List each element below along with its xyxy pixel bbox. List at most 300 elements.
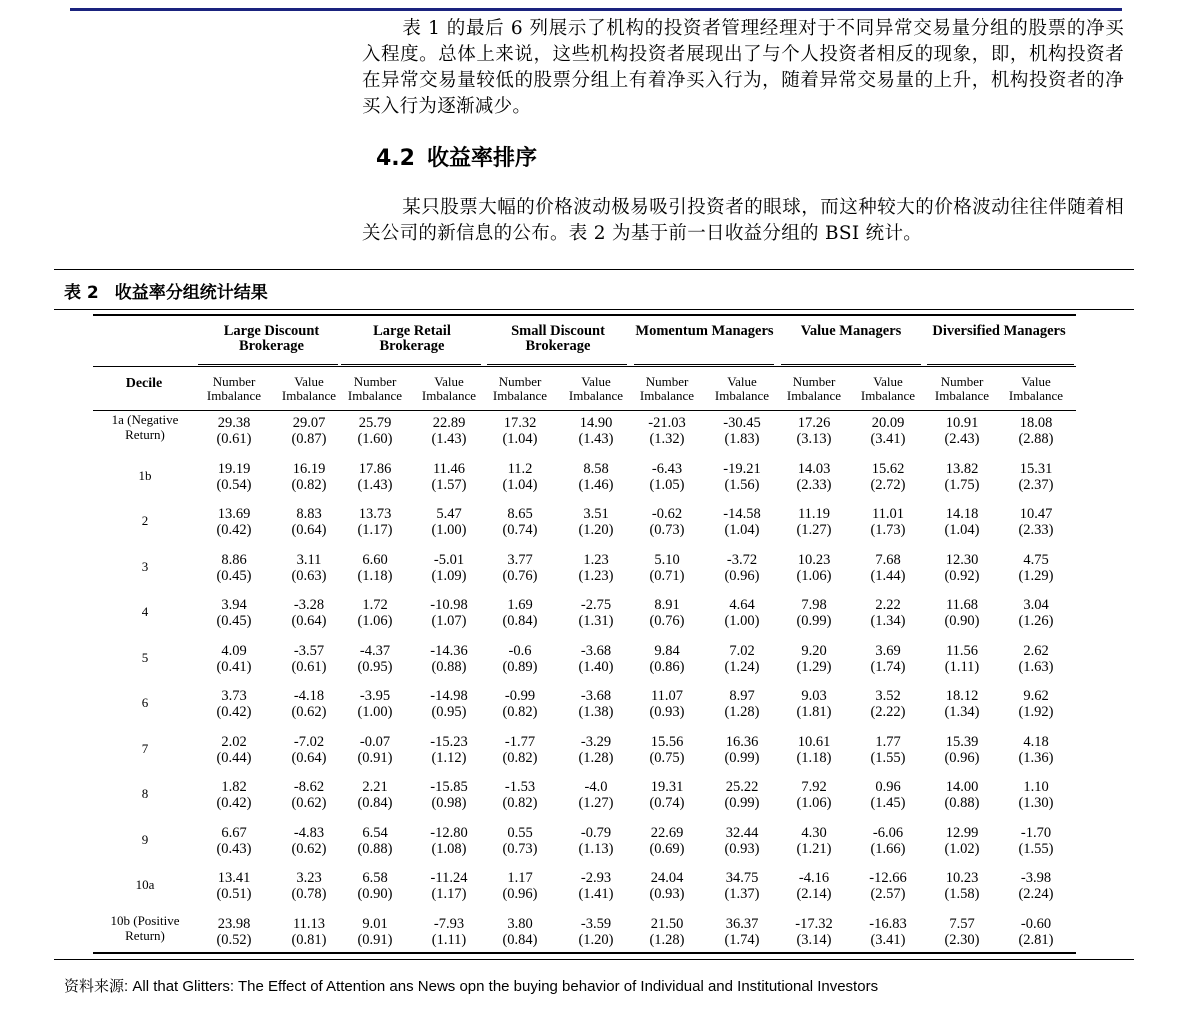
cell-std-error: (0.51) (216, 886, 252, 902)
table-cell (927, 688, 997, 720)
table-row (93, 778, 1076, 824)
cell-value: 11.07 (650, 688, 684, 704)
cell-std-error: (3.14) (796, 931, 832, 948)
cell-std-error: (0.89) (502, 658, 538, 675)
cell-value: 11.56 (945, 642, 979, 659)
table-cell (199, 506, 269, 538)
cell-value: 0.55 (507, 824, 533, 841)
table-row (93, 505, 1076, 551)
cell-value: -3.29 (580, 733, 612, 750)
cell-std-error: (1.17) (431, 886, 467, 902)
cell-std-error: (1.43) (578, 431, 614, 447)
cell-value: 19.31 (650, 779, 684, 795)
table-cell (340, 916, 410, 948)
table-cell (561, 506, 631, 538)
decile-label: 2 (141, 513, 149, 528)
table-cell (853, 461, 923, 493)
cell-std-error: (0.52) (216, 931, 252, 948)
cell-std-error: (0.81) (291, 931, 327, 948)
table-cell (632, 916, 702, 948)
table-cell (485, 461, 555, 493)
cell-std-error: (1.73) (870, 522, 906, 538)
cell-value: 1.69 (507, 597, 533, 613)
cell-value: 4.18 (1023, 733, 1049, 750)
table-cell (927, 506, 997, 538)
decile-label: 10a (135, 877, 155, 892)
cell-std-error: (0.86) (649, 658, 685, 675)
cell-value: -1.70 (1020, 824, 1052, 841)
number-imbalance-header: Number Imbalance (934, 374, 990, 403)
cell-std-error: (1.06) (796, 567, 832, 584)
cell-value: -3.95 (359, 688, 391, 704)
cell-value: 2.62 (1023, 642, 1049, 659)
cell-value: 22.69 (650, 824, 684, 841)
table-title-text: 收益率分组统计结果 (114, 283, 268, 303)
cell-value: 14.00 (945, 779, 979, 795)
table-row (93, 912, 1076, 961)
table-cell (632, 415, 702, 447)
cell-value: 15.56 (650, 733, 684, 750)
table-cell (707, 597, 777, 629)
cell-std-error: (1.28) (578, 749, 614, 766)
table-cell (927, 461, 997, 493)
cell-std-error: (0.96) (944, 749, 980, 766)
table-cell (632, 870, 702, 902)
cell-std-error: (1.36) (1018, 749, 1054, 766)
value-imbalance-header: Value Imbalance (568, 374, 624, 403)
cell-std-error: (1.55) (1018, 840, 1054, 857)
number-imbalance-header: Number Imbalance (347, 374, 403, 403)
table-cell (707, 870, 777, 902)
cell-std-error: (1.31) (578, 613, 614, 629)
table-cell (1001, 734, 1071, 766)
cell-std-error: (0.69) (649, 840, 685, 857)
cell-value: 8.65 (507, 506, 533, 522)
group-underline (927, 364, 1074, 365)
cell-std-error: (1.11) (431, 931, 467, 948)
group-underline (781, 364, 921, 365)
cell-std-error: (1.75) (944, 476, 980, 493)
cell-std-error: (0.44) (216, 749, 252, 766)
cell-value: 25.22 (725, 779, 759, 795)
cell-value: 11.68 (945, 597, 979, 613)
table-cell (707, 779, 777, 811)
table-cell (414, 825, 484, 857)
cell-value: 11.46 (432, 460, 466, 477)
table-cell (927, 825, 997, 857)
decile-header: Decile (125, 376, 163, 391)
cell-std-error: (1.81) (796, 704, 832, 720)
table-cell (274, 597, 344, 629)
cell-value: 10.91 (945, 415, 979, 431)
table-cell (927, 734, 997, 766)
table-cell (414, 870, 484, 902)
paragraph-2 (362, 195, 1124, 247)
cell-std-error: (0.91) (357, 931, 393, 948)
cell-std-error: (0.98) (431, 795, 467, 811)
table-cell (561, 734, 631, 766)
cell-value: 11.2 (507, 460, 533, 477)
decile-label: 1a (Negative Return) (111, 412, 179, 442)
table-cell (561, 779, 631, 811)
cell-std-error: (0.84) (502, 931, 538, 948)
cell-value: -0.79 (580, 824, 612, 841)
cell-std-error: (0.88) (431, 658, 467, 675)
table-cell (274, 916, 344, 948)
cell-std-error: (0.82) (502, 795, 538, 811)
cell-value: 3.04 (1023, 597, 1049, 613)
cell-std-error: (1.28) (724, 704, 760, 720)
table-cell (1001, 643, 1071, 675)
cell-std-error: (1.17) (357, 522, 393, 538)
cell-value: 6.60 (362, 551, 388, 568)
cell-value: -0.99 (504, 688, 536, 704)
cell-std-error: (0.73) (502, 840, 538, 857)
section-heading (376, 141, 537, 172)
cell-value: 7.57 (949, 915, 975, 932)
cell-value: 3.69 (875, 642, 901, 659)
table-row (93, 687, 1076, 733)
cell-std-error: (1.37) (724, 886, 760, 902)
table-cell (927, 552, 997, 584)
cell-std-error: (0.71) (649, 567, 685, 584)
table-cell (340, 506, 410, 538)
table-cell (632, 688, 702, 720)
value-imbalance-header: Value Imbalance (421, 374, 477, 403)
decile-label: 7 (141, 740, 149, 756)
group-header: Momentum Managers (635, 323, 774, 339)
cell-value: 29.07 (292, 415, 326, 431)
table-cell (853, 779, 923, 811)
table-cell (199, 552, 269, 584)
cell-std-error: (1.18) (796, 749, 832, 766)
cell-std-error: (1.20) (578, 931, 614, 948)
cell-value: 3.11 (296, 551, 322, 568)
cell-value: 4.75 (1023, 551, 1049, 568)
table-cell (274, 506, 344, 538)
cell-value: 20.09 (871, 415, 905, 431)
table-cell (927, 916, 997, 948)
table-row (93, 596, 1076, 642)
cell-value: -17.32 (795, 915, 833, 932)
cell-value: 13.73 (358, 506, 392, 522)
table-cell (485, 870, 555, 902)
table-cell (927, 597, 997, 629)
table-cell (1001, 916, 1071, 948)
cell-value: 7.02 (729, 642, 755, 659)
table-cell (485, 506, 555, 538)
cell-std-error: (2.72) (870, 476, 906, 493)
cell-std-error: (0.90) (944, 613, 980, 629)
table-title (64, 278, 268, 303)
cell-value: 4.09 (221, 642, 247, 659)
cell-value: -2.75 (580, 597, 612, 613)
cell-std-error: (1.60) (357, 431, 393, 447)
table-cell (199, 597, 269, 629)
table-cell (561, 916, 631, 948)
section-number: 4.2 (376, 146, 415, 171)
section-title: 收益率排序 (426, 146, 537, 171)
cell-std-error: (1.92) (1018, 704, 1054, 720)
number-imbalance-header: Number Imbalance (206, 374, 262, 403)
cell-std-error: (1.43) (431, 431, 467, 447)
cell-std-error: (0.61) (291, 658, 327, 675)
cell-std-error: (2.57) (870, 886, 906, 902)
cell-std-error: (0.88) (357, 840, 393, 857)
cell-std-error: (0.45) (216, 567, 252, 584)
cell-std-error: (0.76) (649, 613, 685, 629)
table-cell (707, 643, 777, 675)
group-underline (341, 364, 481, 365)
cell-value: 15.39 (945, 733, 979, 750)
cell-value: -3.68 (580, 642, 612, 659)
table-cell (485, 779, 555, 811)
cell-value: 10.61 (797, 733, 831, 750)
cell-std-error: (1.02) (944, 840, 980, 857)
cell-std-error: (0.99) (796, 613, 832, 629)
cell-std-error: (1.34) (870, 613, 906, 629)
cell-value: 16.36 (725, 733, 759, 750)
cell-std-error: (0.84) (357, 795, 393, 811)
table-cell (414, 597, 484, 629)
table-cell (414, 461, 484, 493)
table-cell (485, 825, 555, 857)
cell-std-error: (0.64) (291, 613, 327, 629)
table-number: 表 2 (64, 283, 99, 303)
table-cell (779, 552, 849, 584)
cell-std-error: (0.74) (502, 522, 538, 538)
cell-std-error: (0.61) (216, 431, 252, 447)
cell-value: 2.02 (221, 733, 247, 750)
cell-value: 15.31 (1019, 460, 1053, 477)
table-cell (199, 688, 269, 720)
cell-value: -16.83 (869, 915, 907, 932)
table-row (93, 460, 1076, 506)
table-cell (853, 643, 923, 675)
cell-value: -3.72 (726, 551, 758, 568)
table-cell (853, 870, 923, 902)
cell-value: -0.62 (651, 506, 683, 522)
cell-std-error: (0.42) (216, 522, 252, 538)
table-cell (1001, 552, 1071, 584)
table-cell (632, 461, 702, 493)
group-header: Value Managers (800, 323, 902, 339)
table-cell (1001, 461, 1071, 493)
table-cell (779, 870, 849, 902)
cell-value: -3.28 (293, 597, 325, 613)
cell-value: 9.84 (654, 642, 680, 659)
table-cell (707, 461, 777, 493)
cell-value: 9.01 (362, 915, 388, 932)
cell-std-error: (1.09) (431, 567, 467, 584)
cell-std-error: (0.99) (724, 795, 760, 811)
cell-std-error: (1.32) (649, 431, 685, 447)
cell-value: -1.77 (504, 733, 536, 750)
source-top-rule (54, 959, 1134, 960)
table-cell (274, 734, 344, 766)
cell-std-error: (0.45) (216, 613, 252, 629)
cell-value: 11.19 (797, 506, 831, 522)
cell-value: 7.68 (875, 551, 901, 568)
table-cell (274, 688, 344, 720)
cell-value: 3.51 (583, 506, 609, 522)
cell-value: 17.86 (358, 460, 392, 477)
value-imbalance-header: Value Imbalance (1008, 374, 1064, 403)
table-cell (340, 688, 410, 720)
cell-std-error: (1.00) (357, 704, 393, 720)
cell-value: -4.18 (293, 688, 325, 704)
cell-value: 21.50 (650, 915, 684, 932)
cell-std-error: (0.93) (724, 840, 760, 857)
table-cell (274, 779, 344, 811)
table-cell (632, 506, 702, 538)
cell-std-error: (0.95) (431, 704, 467, 720)
table-cell (561, 870, 631, 902)
cell-value: 14.90 (579, 415, 613, 431)
cell-value: 0.96 (875, 779, 901, 795)
table-cell (274, 461, 344, 493)
cell-std-error: (0.43) (216, 840, 252, 857)
table-cell (274, 825, 344, 857)
cell-value: 5.10 (654, 551, 680, 568)
table-cell (632, 552, 702, 584)
table-cell (199, 916, 269, 948)
cell-value: 10.23 (945, 870, 979, 886)
table-cell (1001, 870, 1071, 902)
cell-std-error: (1.43) (357, 476, 393, 493)
cell-value: 9.03 (801, 688, 827, 704)
paragraph-2-text: 某只股票大幅的价格波动极易吸引投资者的眼球，而这种较大的价格波动往往伴随着相关公司的新信息的公布。表 2 为基于前一日收益分组的 BSI 统计。 (362, 197, 1124, 244)
cell-value: -6.43 (651, 460, 683, 477)
cell-value: 3.77 (507, 551, 533, 568)
table-cell (632, 779, 702, 811)
table-cell (1001, 597, 1071, 629)
cell-value: 16.19 (292, 460, 326, 477)
cell-value: -5.01 (433, 551, 465, 568)
cell-value: -14.36 (430, 642, 468, 659)
cell-value: 4.30 (801, 824, 827, 841)
table-cell (853, 916, 923, 948)
value-imbalance-header: Value Imbalance (714, 374, 770, 403)
cell-std-error: (1.55) (870, 749, 906, 766)
cell-value: 17.32 (503, 415, 537, 431)
cell-std-error: (1.58) (944, 886, 980, 902)
cell-std-error: (3.41) (870, 431, 906, 447)
table-cell (561, 552, 631, 584)
table-cell (1001, 415, 1071, 447)
cell-std-error: (0.75) (649, 749, 685, 766)
cell-value: -11.24 (430, 870, 468, 886)
table-cell (199, 734, 269, 766)
cell-std-error: (1.04) (502, 476, 538, 493)
cell-std-error: (1.40) (578, 658, 614, 675)
table-cell (199, 415, 269, 447)
cell-value: 1.23 (583, 551, 609, 568)
table-cell (853, 506, 923, 538)
table-cell (274, 870, 344, 902)
cell-std-error: (1.44) (870, 567, 906, 584)
cell-std-error: (2.88) (1018, 431, 1054, 447)
cell-value: 9.20 (801, 642, 827, 659)
table-cell (485, 734, 555, 766)
cell-std-error: (0.92) (944, 567, 980, 584)
cell-std-error: (1.00) (431, 522, 467, 538)
cell-value: 8.86 (221, 551, 247, 568)
table-cell (414, 552, 484, 584)
cell-std-error: (0.64) (291, 522, 327, 538)
cell-std-error: (0.96) (502, 886, 538, 902)
cell-value: 13.82 (945, 460, 979, 477)
table-cell (927, 779, 997, 811)
cell-value: 1.10 (1023, 779, 1049, 795)
value-imbalance-header: Value Imbalance (860, 374, 916, 403)
decile-label: 4 (141, 604, 149, 619)
cell-std-error: (0.76) (502, 567, 538, 584)
cell-std-error: (0.62) (291, 795, 327, 811)
table-cell (340, 870, 410, 902)
table-cell (340, 461, 410, 493)
table-cell (779, 597, 849, 629)
table-cell (414, 916, 484, 948)
table-cell (1001, 825, 1071, 857)
cell-value: -3.68 (580, 688, 612, 704)
cell-value: 8.97 (729, 688, 755, 704)
table-cell (707, 916, 777, 948)
cell-value: 12.30 (945, 551, 979, 568)
cell-std-error: (1.29) (796, 658, 832, 675)
cell-value: -15.23 (430, 733, 468, 750)
table-cell (199, 870, 269, 902)
source-text: : All that Glitters: The Effect of Attention ans News opn the buying behavior of Individual and Institutional Investors (124, 978, 879, 995)
cell-std-error: (1.23) (578, 567, 614, 584)
cell-value: 1.82 (221, 779, 247, 795)
cell-std-error: (1.13) (578, 840, 614, 857)
cell-std-error: (1.20) (578, 522, 614, 538)
cell-std-error: (0.78) (291, 886, 327, 902)
group-header: Small Discount Brokerage (511, 323, 605, 354)
table-cell (927, 870, 997, 902)
table-cell (199, 643, 269, 675)
cell-value: 3.94 (221, 597, 247, 613)
decile-label: 9 (141, 831, 149, 847)
cell-value: -8.62 (293, 779, 325, 795)
cell-value: 2.22 (875, 597, 901, 613)
cell-std-error: (1.45) (870, 795, 906, 811)
cell-std-error: (2.33) (1018, 522, 1054, 538)
cell-value: 4.64 (729, 597, 755, 613)
decile-label: 10b (Positive Return) (110, 912, 180, 943)
cell-value: 14.18 (945, 506, 979, 522)
table-cell (1001, 688, 1071, 720)
cell-value: 8.91 (654, 597, 680, 613)
cell-value: 6.54 (362, 824, 388, 841)
cell-value: 2.21 (362, 779, 388, 795)
cell-value: -3.59 (580, 915, 612, 932)
cell-value: 17.26 (797, 415, 831, 431)
cell-value: 18.08 (1019, 415, 1053, 431)
table-cell (853, 734, 923, 766)
number-imbalance-header: Number Imbalance (786, 374, 842, 403)
source-note (64, 975, 878, 996)
cell-value: -6.06 (872, 824, 904, 841)
table-group-rule (93, 366, 1076, 367)
cell-std-error: (3.41) (870, 931, 906, 948)
cell-value: -0.6 (508, 642, 532, 659)
table-cell (853, 415, 923, 447)
table-cell (632, 825, 702, 857)
cell-value: 23.98 (217, 915, 251, 932)
cell-value: -7.93 (433, 915, 465, 932)
